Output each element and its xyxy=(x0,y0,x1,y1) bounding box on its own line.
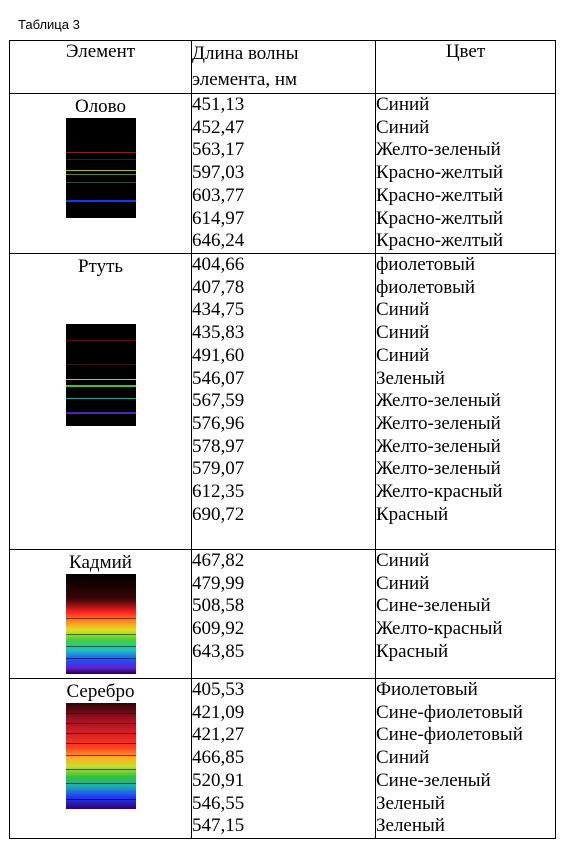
wavelength-value: 576,96 xyxy=(192,412,245,434)
spectrum-line xyxy=(66,769,136,770)
wavelength-value: 467,82 xyxy=(192,550,245,571)
wavelength-value: 451,13 xyxy=(192,94,245,115)
element-name: Олово xyxy=(74,96,127,117)
color-value: Синий xyxy=(376,344,430,366)
spectrum-line xyxy=(66,733,136,734)
wavelength-value: 614,97 xyxy=(192,207,245,229)
color-value: Желто-красный xyxy=(376,481,503,503)
spectrum-background xyxy=(66,118,136,218)
element-cell xyxy=(10,94,192,254)
color-cell xyxy=(376,679,556,839)
spectrum-line xyxy=(66,713,136,714)
table-row xyxy=(10,254,556,550)
spectrum-line xyxy=(66,174,136,175)
color-value: Синий xyxy=(376,747,430,769)
element-name: Кадмий xyxy=(69,552,132,573)
element-name: Ртуть xyxy=(77,256,124,277)
color-value: Сине-зеленый xyxy=(376,769,491,791)
header-row xyxy=(10,41,556,94)
spectrum-line xyxy=(66,182,136,183)
color-value: Сине-фиолетовый xyxy=(376,724,523,746)
wavelength-value: 491,60 xyxy=(192,344,245,366)
color-value: Синий xyxy=(376,572,430,594)
spectrum-line xyxy=(66,723,136,724)
spectrum-line xyxy=(66,412,136,414)
color-value: Желто-зеленый xyxy=(376,139,501,161)
wavelength-value: 421,27 xyxy=(192,724,245,746)
color-value: Сине-зеленый xyxy=(376,595,491,617)
wavelength-value: 547,15 xyxy=(192,815,245,837)
element-name: Серебро xyxy=(66,681,135,702)
spectrum-line xyxy=(66,634,136,635)
wavelength-value: 612,35 xyxy=(192,481,245,503)
wavelength-value: 452,47 xyxy=(192,116,245,138)
color-value: Желто-зеленый xyxy=(376,435,501,457)
table-row xyxy=(10,679,556,839)
color-value: Синий xyxy=(376,550,430,571)
color-value: Синий xyxy=(376,322,430,344)
spectrum-line xyxy=(66,152,136,153)
wavelength-value: 563,17 xyxy=(192,139,245,161)
spectrum-line xyxy=(66,379,136,380)
wavelength-cell xyxy=(192,550,376,679)
wavelength-value: 435,83 xyxy=(192,322,245,344)
element-cell xyxy=(10,254,192,550)
wavelength-value: 407,78 xyxy=(192,276,245,298)
table-caption: Таблица 3 xyxy=(18,17,80,32)
color-value: Красный xyxy=(376,503,449,525)
table-row xyxy=(10,550,556,679)
spectrum-line xyxy=(66,340,136,341)
wavelength-value: 578,97 xyxy=(192,435,245,457)
spectrum-line xyxy=(66,200,136,202)
table-row xyxy=(10,94,556,254)
wavelength-cell xyxy=(192,679,376,839)
wavelength-value: 520,91 xyxy=(192,769,245,791)
wavelength-value: 421,09 xyxy=(192,701,245,723)
color-value: Синий xyxy=(376,299,430,321)
spectrum-line xyxy=(66,646,136,647)
wavelength-cell xyxy=(192,254,376,550)
spectra-table xyxy=(9,40,556,839)
color-value: Красно-желтый xyxy=(376,230,504,252)
wavelength-value: 508,58 xyxy=(192,595,245,617)
wavelength-value: 404,66 xyxy=(192,254,245,275)
color-value: фиолетовый xyxy=(376,254,476,275)
spectrum-line xyxy=(66,783,136,784)
spectrum-line xyxy=(66,170,136,171)
color-cell xyxy=(376,254,556,550)
wavelength-value: 479,99 xyxy=(192,572,245,594)
color-value: Желто-зеленый xyxy=(376,412,501,434)
element-cell xyxy=(10,679,192,839)
color-value: фиолетовый xyxy=(376,276,476,298)
color-value: Красно-желтый xyxy=(376,207,504,229)
color-value: Зеленый xyxy=(376,792,445,814)
spectrum-image xyxy=(66,574,136,674)
wavelength-value: 567,59 xyxy=(192,390,245,412)
color-cell xyxy=(376,94,556,254)
spectrum-image xyxy=(66,118,136,218)
wavelength-value: 609,92 xyxy=(192,618,245,640)
wavelength-value: 646,24 xyxy=(192,230,245,252)
spectrum-line xyxy=(66,385,136,387)
wavelength-value: 546,07 xyxy=(192,367,245,389)
color-value: Зеленый xyxy=(376,367,445,389)
spectrum-line xyxy=(66,398,136,399)
wavelength-value: 466,85 xyxy=(192,747,245,769)
wavelength-cell xyxy=(192,94,376,254)
wavelength-value: 597,03 xyxy=(192,162,245,184)
spectrum-line xyxy=(66,618,136,619)
header-color: Цвет xyxy=(376,41,556,94)
color-value: Синий xyxy=(376,116,430,138)
color-value: Красный xyxy=(376,640,449,662)
wavelength-value: 546,55 xyxy=(192,792,245,814)
header-wavelength: Длина волны элемента, нм xyxy=(192,41,376,94)
color-value: Фиолетовый xyxy=(376,679,478,700)
spectrum-line xyxy=(66,658,136,659)
wavelength-value: 690,72 xyxy=(192,503,245,525)
element-cell xyxy=(10,550,192,679)
color-value: Желто-красный xyxy=(376,618,503,640)
wavelength-value: 405,53 xyxy=(192,679,245,700)
wavelength-value: 579,07 xyxy=(192,458,245,480)
color-value: Красно-желтый xyxy=(376,162,504,184)
wavelength-value: 643,85 xyxy=(192,640,245,662)
spectrum-line xyxy=(66,755,136,756)
spectrum-line xyxy=(66,799,136,800)
color-value: Желто-зеленый xyxy=(376,458,501,480)
spectrum-line xyxy=(66,743,136,744)
spectrum-image xyxy=(66,324,136,426)
wavelength-value: 434,75 xyxy=(192,299,245,321)
color-value: Красно-желтый xyxy=(376,184,504,206)
wavelength-value: 603,77 xyxy=(192,184,245,206)
color-value: Зеленый xyxy=(376,815,445,837)
spectrum-line xyxy=(66,364,136,365)
spectrum-line xyxy=(66,159,136,160)
spectrum-background xyxy=(66,324,136,426)
spectrum-image xyxy=(66,703,136,809)
color-value: Желто-зеленый xyxy=(376,390,501,412)
color-value: Сине-фиолетовый xyxy=(376,701,523,723)
color-cell xyxy=(376,550,556,679)
color-value: Синий xyxy=(376,94,430,115)
header-element: Элемент xyxy=(10,41,192,94)
